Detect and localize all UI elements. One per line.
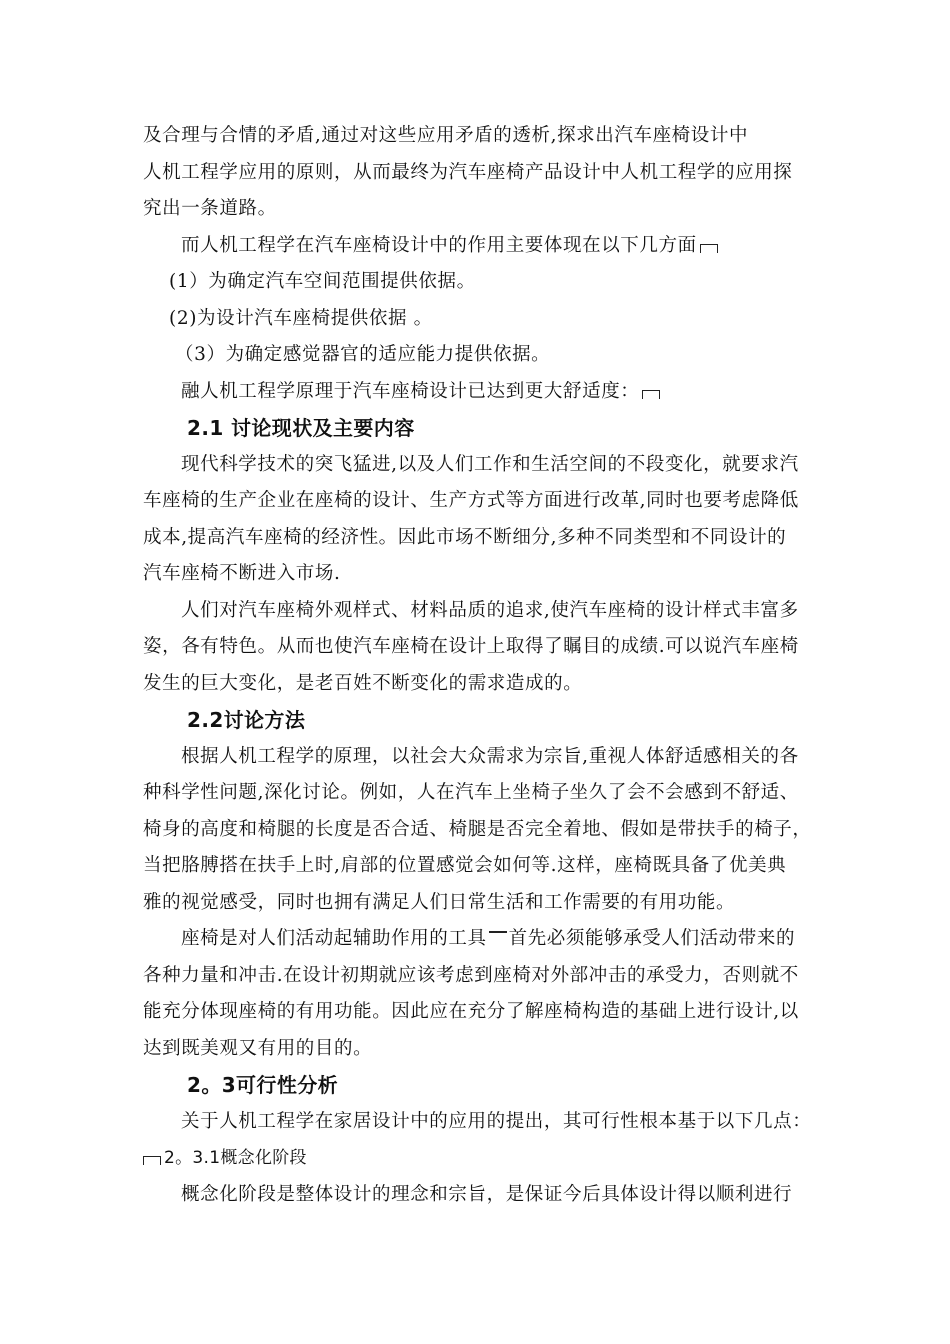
placeholder-mark-icon bbox=[700, 244, 718, 253]
paragraph-line: 达到既美观又有用的目的。 bbox=[143, 1037, 373, 1059]
paragraph-line bbox=[143, 921, 823, 958]
list-item: (2)为设计汽车座椅提供依据 。 bbox=[169, 307, 433, 329]
subsection-heading-text: 2。3.1概念化阶段 bbox=[164, 1148, 307, 1168]
subsection-heading bbox=[143, 1140, 823, 1177]
section-heading: 2.1 讨论现状及主要内容 bbox=[187, 416, 415, 440]
section-heading: 2.2讨论方法 bbox=[187, 708, 306, 732]
paragraph-line: 成本,提高汽车座椅的经济性。因此市场不断细分,多种不同类型和不同设计的 bbox=[143, 526, 787, 548]
paragraph-line: 车座椅的生产企业在座椅的设计、生产方式等方面进行改革,同时也要考虑降低 bbox=[143, 490, 799, 511]
paragraph-line bbox=[143, 228, 823, 265]
paragraph-line: 根据人机工程学的原理，以社会大众需求为宗旨,重视人体舒适感相关的各 bbox=[181, 745, 799, 767]
paragraph-line: 人机工程学应用的原则，从而最终为汽车座椅产品设计中人机工程学的应用探 bbox=[143, 161, 793, 183]
paragraph-line: 现代科学技术的突飞猛进,以及人们工作和生活空间的不段变化，就要求汽 bbox=[181, 453, 799, 475]
paragraph-line: 雅的视觉感受，同时也拥有满足人们日常生活和工作需要的有用功能。 bbox=[143, 891, 736, 913]
paragraph-line: 种科学性问题,深化讨论。例如，人在汽车上坐椅子坐久了会不会感到不舒适、 bbox=[143, 782, 799, 803]
paragraph-line: 概念化阶段是整体设计的理念和宗旨，是保证今后具体设计得以顺利进行 bbox=[181, 1183, 793, 1205]
paragraph-line bbox=[143, 374, 823, 411]
dash-mark-icon bbox=[489, 931, 507, 936]
paragraph-line: 发生的巨大变化，是老百姓不断变化的需求造成的。 bbox=[143, 672, 583, 694]
section-heading: 2。3可行性分析 bbox=[187, 1073, 339, 1097]
list-item: (1）为确定汽车空间范围提供依据。 bbox=[169, 271, 476, 292]
placeholder-mark-icon bbox=[642, 390, 660, 399]
paragraph-line: 姿，各有特色。从而也使汽车座椅在设计上取得了瞩目的成绩.可以说汽车座椅 bbox=[143, 636, 799, 657]
paragraph-text: 座椅是对人们活动起辅助作用的工具 bbox=[181, 928, 487, 949]
paragraph-line: 人们对汽车座椅外观样式、材料品质的追求,使汽车座椅的设计样式丰富多 bbox=[181, 599, 799, 621]
paragraph-line: 各种力量和冲击.在设计初期就应该考虑到座椅对外部冲击的承受力，否则就不 bbox=[143, 964, 799, 986]
paragraph-line: 当把胳膊搭在扶手上时,肩部的位置感觉会如何等.这样，座椅既具备了优美典 bbox=[143, 855, 787, 876]
paragraph-line: 关于人机工程学在家居设计中的应用的提出，其可行性根本基于以下几点： bbox=[181, 1110, 812, 1132]
placeholder-mark-icon bbox=[143, 1156, 161, 1165]
paragraph-text: 而人机工程学在汽车座椅设计中的作用主要体现在以下几方面 bbox=[181, 234, 697, 256]
list-item: （3）为确定感觉器官的适应能力提供依据。 bbox=[175, 344, 551, 365]
paragraph-text: 首先必须能够承受人们活动带来的 bbox=[508, 928, 796, 949]
paragraph-line: 究出一条道路。 bbox=[143, 198, 277, 219]
paragraph-line: 汽车座椅不断进入市场. bbox=[143, 563, 341, 584]
paragraph-line: 能充分体现座椅的有用功能。因此应在充分了解座椅构造的基础上进行设计,以 bbox=[143, 1001, 799, 1022]
paragraph-line: 椅身的高度和椅腿的长度是否合适、椅腿是否完全着地、假如是带扶手的椅子， bbox=[143, 818, 812, 840]
paragraph-line: 及合理与合情的矛盾,通过对这些应用矛盾的透析,探求出汽车座椅设计中 bbox=[143, 125, 749, 146]
paragraph-text: 融人机工程学原理于汽车座椅设计已达到更大舒适度： bbox=[181, 380, 640, 402]
document-body bbox=[143, 118, 823, 1213]
